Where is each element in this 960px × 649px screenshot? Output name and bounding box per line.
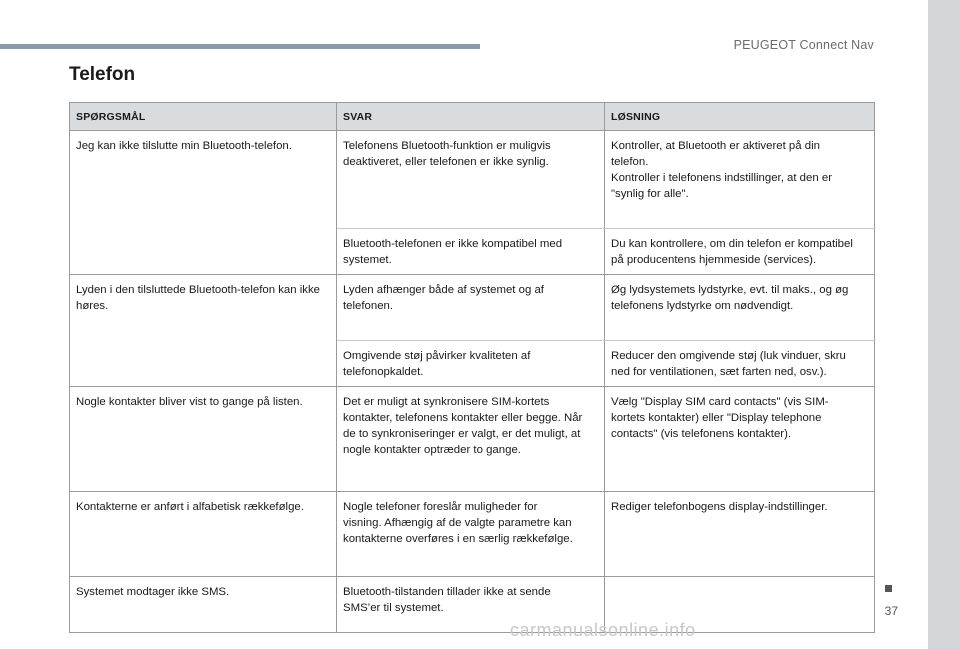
solution-line: contacts" (vis telefonens kontakter). bbox=[611, 428, 792, 440]
answer-line: Det er muligt at synkronisere SIM-kortets bbox=[343, 396, 550, 408]
answer-line: telefonen. bbox=[343, 300, 394, 312]
solution-line: telefonens lydstyrke om nødvendigt. bbox=[611, 300, 794, 312]
faq-body bbox=[70, 131, 875, 633]
faq-table bbox=[69, 102, 875, 633]
solution-line: Kontroller i telefonens indstillinger, at den er bbox=[611, 172, 832, 184]
header-rule bbox=[0, 44, 480, 49]
solution-line: Øg lydsystemets lydstyrke, evt. til maks., og øg bbox=[611, 284, 849, 296]
solution-line: kortets kontakter) eller "Display telephone bbox=[611, 412, 822, 424]
question-cell: Nogle kontakter bliver vist to gange på listen. bbox=[70, 387, 337, 492]
table-row bbox=[70, 577, 875, 633]
solution-line: telefon. bbox=[611, 156, 649, 168]
question-cell: Systemet modtager ikke SMS. bbox=[70, 577, 337, 633]
header-solution: LØSNING bbox=[605, 103, 875, 131]
question-cell: Kontakterne er anført i alfabetisk rækkefølge. bbox=[70, 492, 337, 577]
answer-line: nogle kontakter optræder to gange. bbox=[343, 444, 521, 456]
answer-cell bbox=[337, 387, 605, 492]
answer-line: telefonopkaldet. bbox=[343, 366, 424, 378]
solution-line: Du kan kontrollere, om din telefon er kompatibel bbox=[611, 238, 853, 250]
solution-line: Rediger telefonbogens display-indstillinger. bbox=[611, 501, 828, 513]
answer-line: systemet. bbox=[343, 254, 392, 266]
answer-line: Nogle telefoner foreslår muligheder for bbox=[343, 501, 538, 513]
answer-line: kontakter, telefonens kontakter eller begge. Når bbox=[343, 412, 583, 424]
brand-label: PEUGEOT Connect Nav bbox=[733, 38, 874, 52]
answer-line: SMS’er til systemet. bbox=[343, 602, 444, 614]
answer-line: visning. Afhængig af de valgte parametre kan bbox=[343, 517, 572, 529]
solution-cell bbox=[605, 229, 875, 275]
answer-cell bbox=[337, 341, 605, 387]
page-title: Telefon bbox=[69, 64, 136, 85]
table-header-row bbox=[70, 103, 875, 131]
answer-line: Bluetooth-telefonen er ikke kompatibel med bbox=[343, 238, 563, 250]
table-row bbox=[70, 131, 875, 229]
page-number: 37 bbox=[884, 604, 898, 618]
solution-cell bbox=[605, 275, 875, 341]
table-row bbox=[70, 275, 875, 341]
answer-line: de to synkroniseringer er valgt, er det muligt, at bbox=[343, 428, 581, 440]
solution-line: ned for ventilationen, sæt farten ned, osv.). bbox=[611, 366, 827, 378]
answer-cell bbox=[337, 275, 605, 341]
answer-line: kontakterne overføres i en særlig rækkefølge. bbox=[343, 533, 573, 545]
answer-cell bbox=[337, 492, 605, 577]
section-marker-icon bbox=[885, 585, 892, 592]
header-question: SPØRGSMÅL bbox=[70, 103, 337, 131]
table-row bbox=[70, 387, 875, 492]
answer-line: Telefonens Bluetooth-funktion er muligvis bbox=[343, 140, 551, 152]
solution-line: Kontroller, at Bluetooth er aktiveret på din bbox=[611, 140, 820, 152]
answer-line: Lyden afhænger både af systemet og af bbox=[343, 284, 544, 296]
solution-cell bbox=[605, 387, 875, 492]
answer-line: Bluetooth-tilstanden tillader ikke at sende bbox=[343, 586, 551, 598]
answer-cell bbox=[337, 229, 605, 275]
solution-cell bbox=[605, 131, 875, 229]
solution-cell bbox=[605, 492, 875, 577]
table-row bbox=[70, 492, 875, 577]
answer-line: Omgivende støj påvirker kvaliteten af bbox=[343, 350, 531, 362]
solution-line: "synlig for alle". bbox=[611, 188, 689, 200]
answer-cell bbox=[337, 131, 605, 229]
solution-line: på producentens hjemmeside (services). bbox=[611, 254, 817, 266]
header-answer: SVAR bbox=[337, 103, 605, 131]
question-cell: Lyden i den tilsluttede Bluetooth-telefon kan ikke høres. bbox=[70, 275, 337, 387]
solution-cell bbox=[605, 341, 875, 387]
solution-line: Reducer den omgivende støj (luk vinduer, skru bbox=[611, 350, 846, 362]
watermark: carmanualsonline.info bbox=[510, 620, 696, 640]
solution-line: Vælg "Display SIM card contacts" (vis SIM- bbox=[611, 396, 829, 408]
page-side-tab bbox=[928, 0, 960, 649]
answer-line: deaktiveret, eller telefonen er ikke synlig. bbox=[343, 156, 549, 168]
question-cell: Jeg kan ikke tilslutte min Bluetooth-telefon. bbox=[70, 131, 337, 275]
